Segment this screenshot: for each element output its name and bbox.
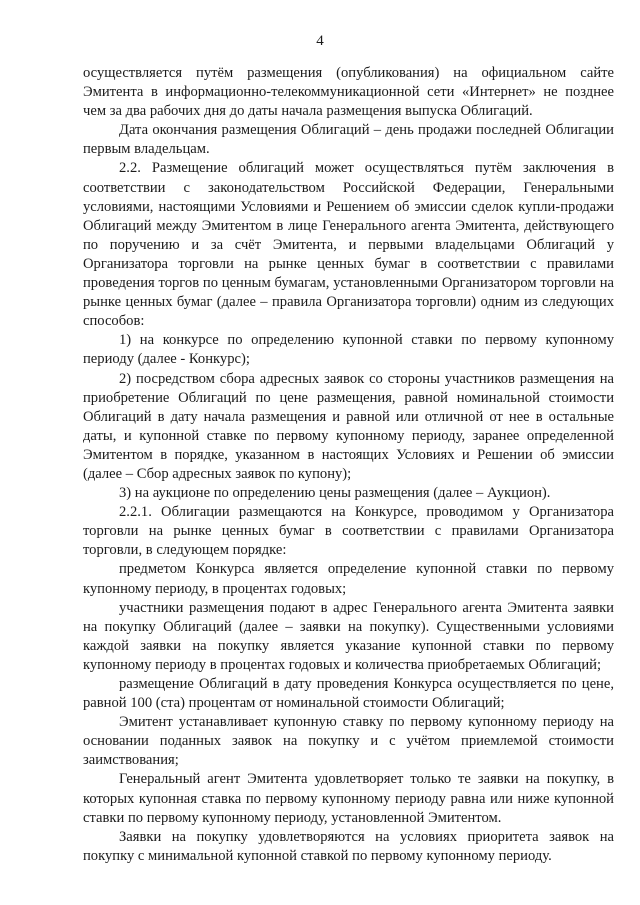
paragraph-coupon-rate-setting: Эмитент устанавливает купонную ставку по первому купонному периоду на основании поданных заявок на покупку и с учётом приемлемой стоимости заимствования; (83, 714, 614, 769)
paragraph-method-bookbuilding: 2) посредством сбора адресных заявок со стороны участников размещения на приобретение Облигаций по цене размещения, равной номинальной стоимости Облигаций в дату начала размещения и равной или отличной от нее в остальные даты, и купонной ставке по первому купонному периоду, заранее определенной Эмитентом в порядке, указанном в настоящих Условиях и Решении об эмиссии (далее – Сбор адресных заявок по купону); (83, 370, 614, 482)
document-body (83, 64, 614, 866)
paragraph-bids-submission: участники размещения подают в адрес Генерального агента Эмитента заявки на покупку Облигаций (далее – заявки на покупку). Существенными условиями каждой заявки на покупку является указание купонной ставки по первому купонному периоду в процентах годовых и количества приобретаемых Облигаций; (83, 599, 614, 673)
page-number: 4 (316, 33, 324, 49)
paragraph-section-2-2: 2.2. Размещение облигаций может осуществляться путём заключения в соответствии с законодательством Российской Федерации, Генеральными условиями, настоящими Условиями и Решением об эмиссии сделок купли-продажи Облигаций между Эмитентом в лице Генерального агента Эмитента, действующего по поручению и за счёт Эмитента, и первыми владельцами Облигаций у Организатора торговли на рынке ценных бумаг в соответствии с правилами проведения торгов по ценным бумагам, установленными Организатором торговли на рынке ценных бумаг (далее – правила Организатора торговли) одним из следующих способов: (83, 160, 614, 330)
paragraph-competition-subject: предметом Конкурса является определение купонной ставки по первому купонному периоду, в процентах годовых; (83, 561, 614, 597)
paragraph-publication-timing: осуществляется путём размещения (опубликования) на официальном сайте Эмитента в информационно-телекоммуникационной сети «Интернет» не позднее чем за два рабочих дня до даты начала размещения выпуска Облигаций. (83, 65, 614, 120)
paragraph-placement-price: размещение Облигаций в дату проведения Конкурса осуществляется по цене, равной 100 (ста) процентам от номинальной стоимости Облигаций; (83, 676, 614, 712)
paragraph-bids-satisfaction: Генеральный агент Эмитента удовлетворяет только те заявки на покупку, в которых купонная ставка по первому купонному периоду равна или ниже купонной ставки по первому купонному периоду, установленной Эмитентом. (83, 771, 614, 826)
paragraph-bids-priority: Заявки на покупку удовлетворяются на условиях приоритета заявок на покупку с минимальной купонной ставкой по первому купонному периоду. (83, 828, 614, 864)
paragraph-section-2-2-1: 2.2.1. Облигации размещаются на Конкурсе, проводимом у Организатора торговли на рынке ценных бумаг в соответствии с правилами Организатора торговли, в следующем порядке: (83, 504, 614, 559)
paragraph-method-auction: 3) на аукционе по определению цены размещения (далее – Аукцион). (119, 485, 551, 502)
paragraph-placement-end-date: Дата окончания размещения Облигаций – день продажи последней Облигации первым владельцам. (83, 122, 614, 158)
paragraph-method-competition: 1) на конкурсе по определению купонной ставки по первому купонному периоду (далее - Конкурс); (83, 332, 614, 368)
